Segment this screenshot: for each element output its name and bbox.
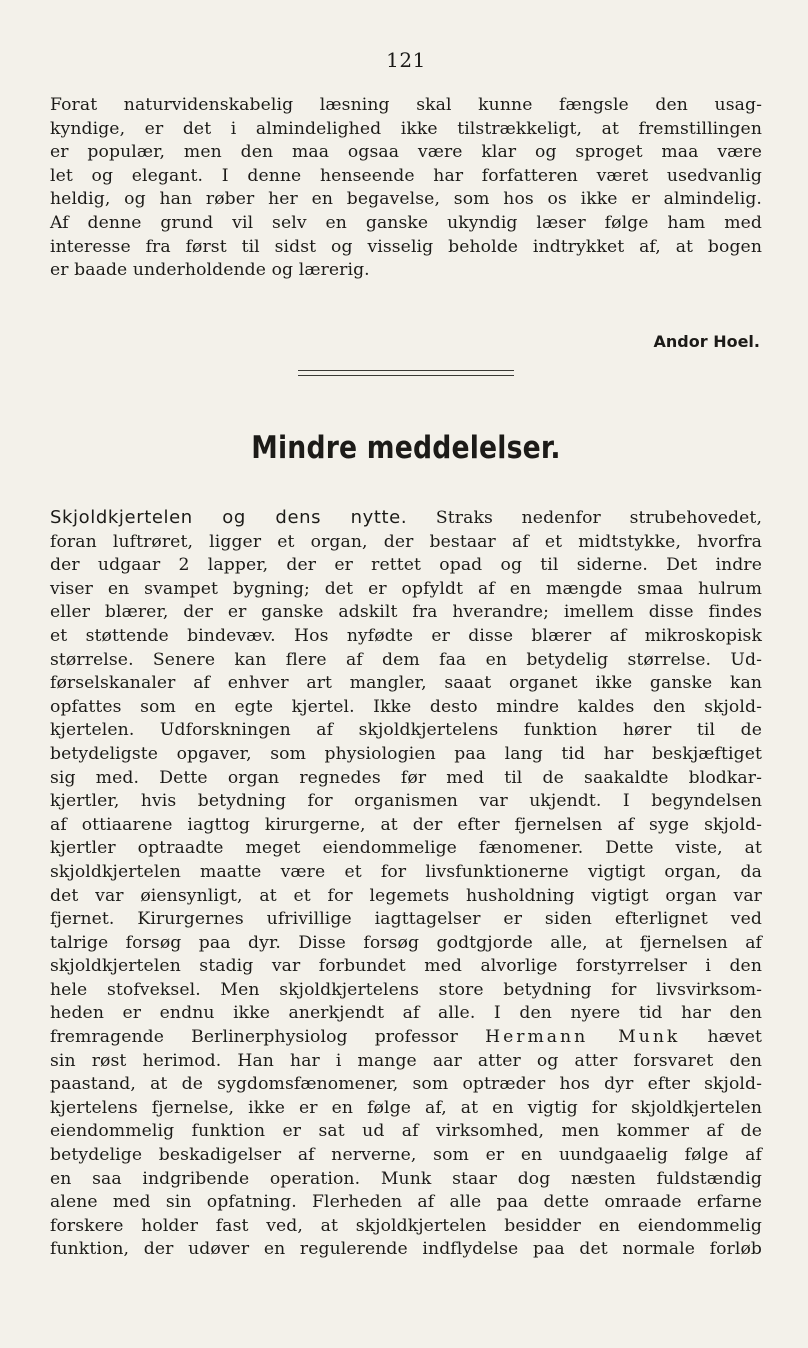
text-line: Af denne grund vil selv en ganske ukyndig læser følge ham med — [50, 212, 762, 233]
text-fragment: hævet — [680, 1027, 762, 1048]
intro-paragraph — [50, 94, 762, 283]
text-line: opfattes som en egte kjertel. Ikke desto mindre kaldes den skjold- — [50, 696, 762, 717]
text-line: størrelse. Senere kan flere af dem faa en betydelig størrelse. Ud- — [50, 649, 762, 670]
text-line: forskere holder fast ved, at skjoldkjertelen besidder en eiendommelig — [50, 1215, 762, 1236]
section-divider-bottom — [298, 375, 514, 376]
text-line: skjoldkjertelen maatte være et for livsfunktionerne vigtigt organ, da — [50, 861, 762, 882]
author-signature: Andor Hoel. — [653, 332, 760, 351]
text-line: sin røst herimod. Han har i mange aar atter og atter forsvaret den — [50, 1050, 762, 1071]
text-line: det var øiensynligt, at et for legemets husholdning vigtigt organ var — [50, 885, 762, 906]
text-line: Forat naturvidenskabelig læsning skal kunne fængsle den usag- — [50, 95, 762, 115]
text-line: der udgaar 2 lapper, der er rettet opad og til siderne. Det indre — [50, 555, 762, 576]
spaced-person-name: Hermann Munk — [485, 1027, 681, 1048]
text-line: hele stofveksel. Men skjoldkjertelens store betydning for livsvirksom- — [50, 979, 762, 1000]
text-line: kjertler optraadte meget eiendommelige fænomener. Dette viste, at — [50, 838, 762, 859]
section-heading: Mindre meddelelser. — [251, 430, 561, 466]
text-line: en saa indgribende operation. Munk staar dog næsten fuldstændig — [50, 1168, 762, 1189]
text-line: skjoldkjertelen stadig var forbundet med alvorlige forstyrrelser i den — [50, 956, 762, 977]
text-line: betydeligste opgaver, som physiologien paa lang tid har beskjæftiget — [50, 743, 762, 764]
text-line-with-name — [50, 1026, 762, 1050]
text-line: eller blærer, der er ganske adskilt fra hverandre; imellem disse findes — [50, 602, 762, 623]
section-divider-top — [298, 370, 514, 371]
page-number: 121 — [386, 48, 426, 72]
article-body — [50, 506, 762, 1262]
text-line: heldig, og han røber her en begavelse, som hos os ikke er almindelig. — [50, 189, 762, 210]
text-fragment: Straks nedenfor strubehovedet, — [407, 508, 763, 528]
text-line: kyndige, er det i almindelighed ikke tilstrækkeligt, at fremstillingen — [50, 118, 762, 139]
text-line: er baade underholdende og lærerig. — [50, 260, 370, 281]
text-line: et støttende bindevæv. Hos nyfødte er disse blærer af mikroskopisk — [50, 625, 762, 646]
text-line: funktion, der udøver en regulerende indflydelse paa det normale forløb — [50, 1239, 762, 1260]
text-line: viser en svampet bygning; det er opfyldt af en mængde smaa hulrum — [50, 578, 762, 599]
text-line: førselskanaler af enhver art mangler, saaat organet ikke ganske kan — [50, 673, 762, 694]
text-line: talrige forsøg paa dyr. Disse forsøg godtgjorde alle, at fjernelsen af — [50, 932, 762, 953]
text-line: heden er endnu ikke anerkjendt af alle. I den nyere tid har den — [50, 1003, 762, 1024]
text-line: alene med sin opfatning. Flerheden af alle paa dette omraade erfarne — [50, 1192, 762, 1213]
text-line: er populær, men den maa ogsaa være klar og sproget maa være — [50, 142, 762, 163]
text-line: let og elegant. I denne henseende har forfatteren været usedvanlig — [50, 165, 762, 186]
text-line: paastand, at de sygdomsfænomener, som optræder hos dyr efter skjold- — [50, 1074, 762, 1095]
text-line: fjernet. Kirurgernes ufrivillige iagttagelser er siden efterlignet ved — [50, 909, 762, 930]
text-line: foran luftrøret, ligger et organ, der bestaar af et midtstykke, hvorfra — [50, 531, 762, 552]
text-fragment: fremragende Berlinerphysiolog professor — [50, 1027, 458, 1048]
text-line: interesse fra først til sidst og visselig beholde indtrykket af, at bogen — [50, 236, 762, 257]
text-line: af ottiaarene iagttog kirurgerne, at der efter fjernelsen af syge skjold- — [50, 814, 762, 835]
text-line: kjertelen. Udforskningen af skjoldkjertelens funktion hører til de — [50, 720, 762, 741]
text-line: sig med. Dette organ regnedes før med til de saakaldte blodkar- — [50, 767, 762, 788]
text-line: betydelige beskadigelser af nerverne, som er en uundgaaelig følge af — [50, 1145, 762, 1166]
book-page — [50, 0, 762, 1348]
text-line: kjertelens fjernelse, ikke er en følge af, at en vigtig for skjoldkjertelen — [50, 1097, 762, 1118]
text-line: kjertler, hvis betydning for organismen var ukjendt. I begyndelsen — [50, 791, 762, 812]
text-line: eiendommelig funktion er sat ud af virksomhed, men kommer af de — [50, 1121, 762, 1142]
article-title: Skjoldkjertelen og dens nytte. — [50, 507, 408, 528]
article-first-line — [50, 506, 762, 531]
